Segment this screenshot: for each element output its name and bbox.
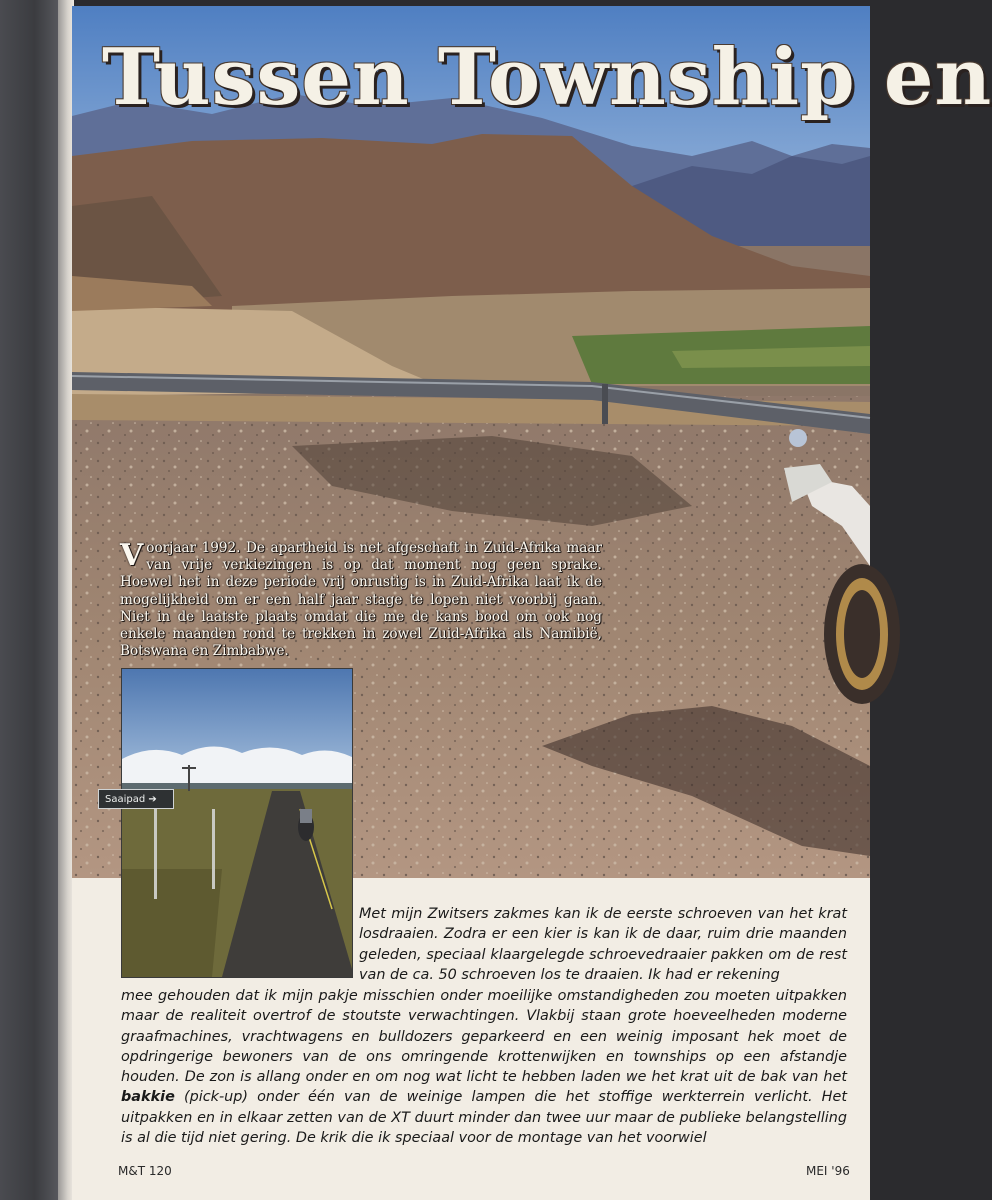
- inset-photo: [121, 668, 353, 978]
- intro-text: oorjaar 1992. De apartheid is net afgeschaft in Zuid-Afrika maar van vrije verkiezingen is op dat moment nog geen sprake. Hoewel het in deze periode vrij onrustig is in Zuid-Afrika laat ik de mogelijkheid om er een half jaar stage te lopen niet voorbij gaan. Niet in de laatste plaats omdat die me de kans bood om ook nog enkele maanden rond te trekken in zowel Zuid-Afrika als Namibië, Botswana en Zimbabwe.: [120, 540, 602, 660]
- page-number: M&T 120: [118, 1164, 172, 1178]
- body-text-bottom: [121, 986, 847, 1148]
- scanner-binding: [0, 0, 58, 1200]
- body-text-part: (pick-up) onder één van de weinige lampen die het stoffige werkterrein verlicht. Het uitpakken en in elkaar zetten van de XT duurt minder dan twee uur maar de publieke belangstelling is al die tijd niet gering. De krik die ik speciaal voor de montage van het voorwiel: [121, 1089, 847, 1147]
- magazine-page: [72, 6, 992, 1200]
- intro-paragraph: [120, 540, 602, 660]
- drop-cap: V: [120, 538, 144, 573]
- body-text-part: mee gehouden dat ik mijn pakje misschien onder moeilijke omstandigheden zou moeten uitpakken maar de realiteit overtrof de stoutste verwachtingen. Vlakbij staan grote hoeveelheden moderne graafmachines, vrachtwagens en bulldozers geparkeerd en een weinig imposant hek moet de opdringerige bewoners van de ons omringende krottenwijken en townships op een afstandje houden. De zon is allang onder en om nog wat licht te hebben laden we het krat uit de bak van het: [121, 988, 847, 1086]
- issue-date: MEI '96: [806, 1164, 850, 1178]
- body-bold-word: bakkie: [121, 1089, 175, 1106]
- inset-road-illustration: [122, 669, 352, 977]
- body-text-top: Met mijn Zwitsers zakmes kan ik de eerste schroeven van het krat losdraaien. Zodra er een kier is kan ik de daar, ruim drie maanden geleden, speciaal klaargelegde schroevedraaier pakken om de rest van de ca. 50 schroeven los te draaien. Ik had er rekening: [359, 906, 847, 983]
- article-headline: Tussen Township en: [102, 32, 992, 123]
- road-sign: Saaipad ➔: [98, 789, 174, 809]
